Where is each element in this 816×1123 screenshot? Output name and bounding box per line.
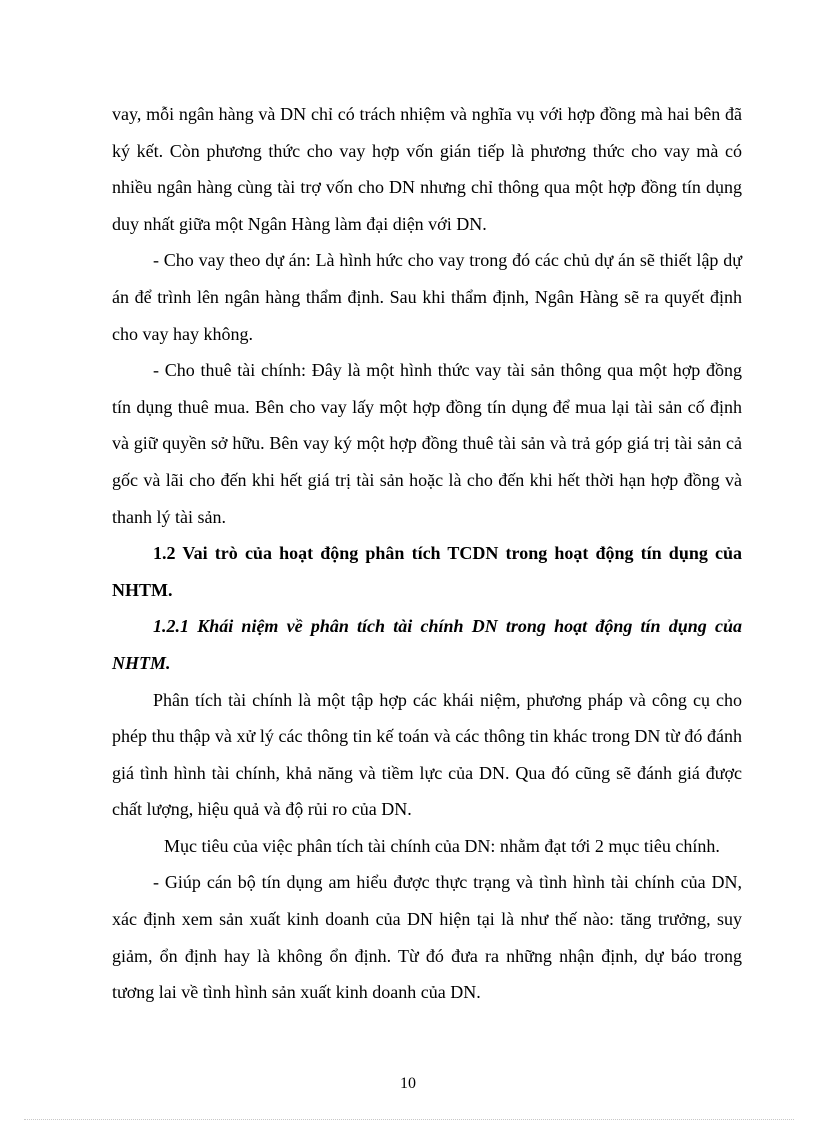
section-heading: 1.2 Vai trò của hoạt động phân tích TCDN trong hoạt động tín dụng của NHTM. xyxy=(112,543,742,600)
paragraph-objective-one: - Giúp cán bộ tín dụng am hiểu được thực trạng và tình hình tài chính của DN, xác định xem sản xuất kinh doanh của DN hiện tại là như thế nào: tăng trưởng, suy giảm, ổn định hay là không ổn định. Từ đó đưa ra những nhận định, dự báo trong tương lai về tình hình sản xuất kinh doanh của DN. xyxy=(112,872,742,1003)
paragraph-loan-syndication: vay, mỗi ngân hàng và DN chỉ có trách nhiệm và nghĩa vụ với hợp đồng mà hai bên đã ký kết. Còn phương thức cho vay hợp vốn gián tiếp là phương thức cho vay mà có nhiều ngân hàng cùng tài trợ vốn cho DN nhưng chỉ thông qua một hợp đồng tín dụng duy nhất giữa một Ngân Hàng làm đại diện với DN. xyxy=(112,104,742,234)
paragraph-project-lending: - Cho vay theo dự án: Là hình hức cho vay trong đó các chủ dự án sẽ thiết lập dự án để trình lên ngân hàng thẩm định. Sau khi thẩm định, Ngân Hàng sẽ ra quyết định cho vay hay không. xyxy=(112,250,742,344)
subsection-heading: 1.2.1 Khái niệm về phân tích tài chính DN trong hoạt động tín dụng của NHTM. xyxy=(112,616,742,673)
footer-divider xyxy=(24,1119,794,1120)
page-number: 10 xyxy=(400,1075,416,1092)
page-content xyxy=(112,96,742,1011)
paragraph-financial-leasing: - Cho thuê tài chính: Đây là một hình thức vay tài sản thông qua một hợp đồng tín dụng thuê mua. Bên cho vay lấy một hợp đồng tín dụng để mua lại tài sản cố định và giữ quyền sở hữu. Bên vay ký một hợp đồng thuê tài sản và trả góp giá trị tài sản cả gốc và lãi cho đến khi hết giá trị tài sản hoặc là cho đến khi hết thời hạn hợp đồng và thanh lý tài sản. xyxy=(112,360,742,527)
paragraph-analysis-objectives: Mục tiêu của việc phân tích tài chính của DN: nhằm đạt tới 2 mục tiêu chính. xyxy=(164,835,720,856)
paragraph-financial-analysis-definition: Phân tích tài chính là một tập hợp các khái niệm, phương pháp và công cụ cho phép thu thập và xử lý các thông tin kế toán và các thông tin khác trong DN từ đó đánh giá tình hình tài chính, khả năng và tiềm lực của DN. Qua đó cũng sẽ đánh giá được chất lượng, hiệu quả và độ rủi ro của DN. xyxy=(112,689,742,820)
